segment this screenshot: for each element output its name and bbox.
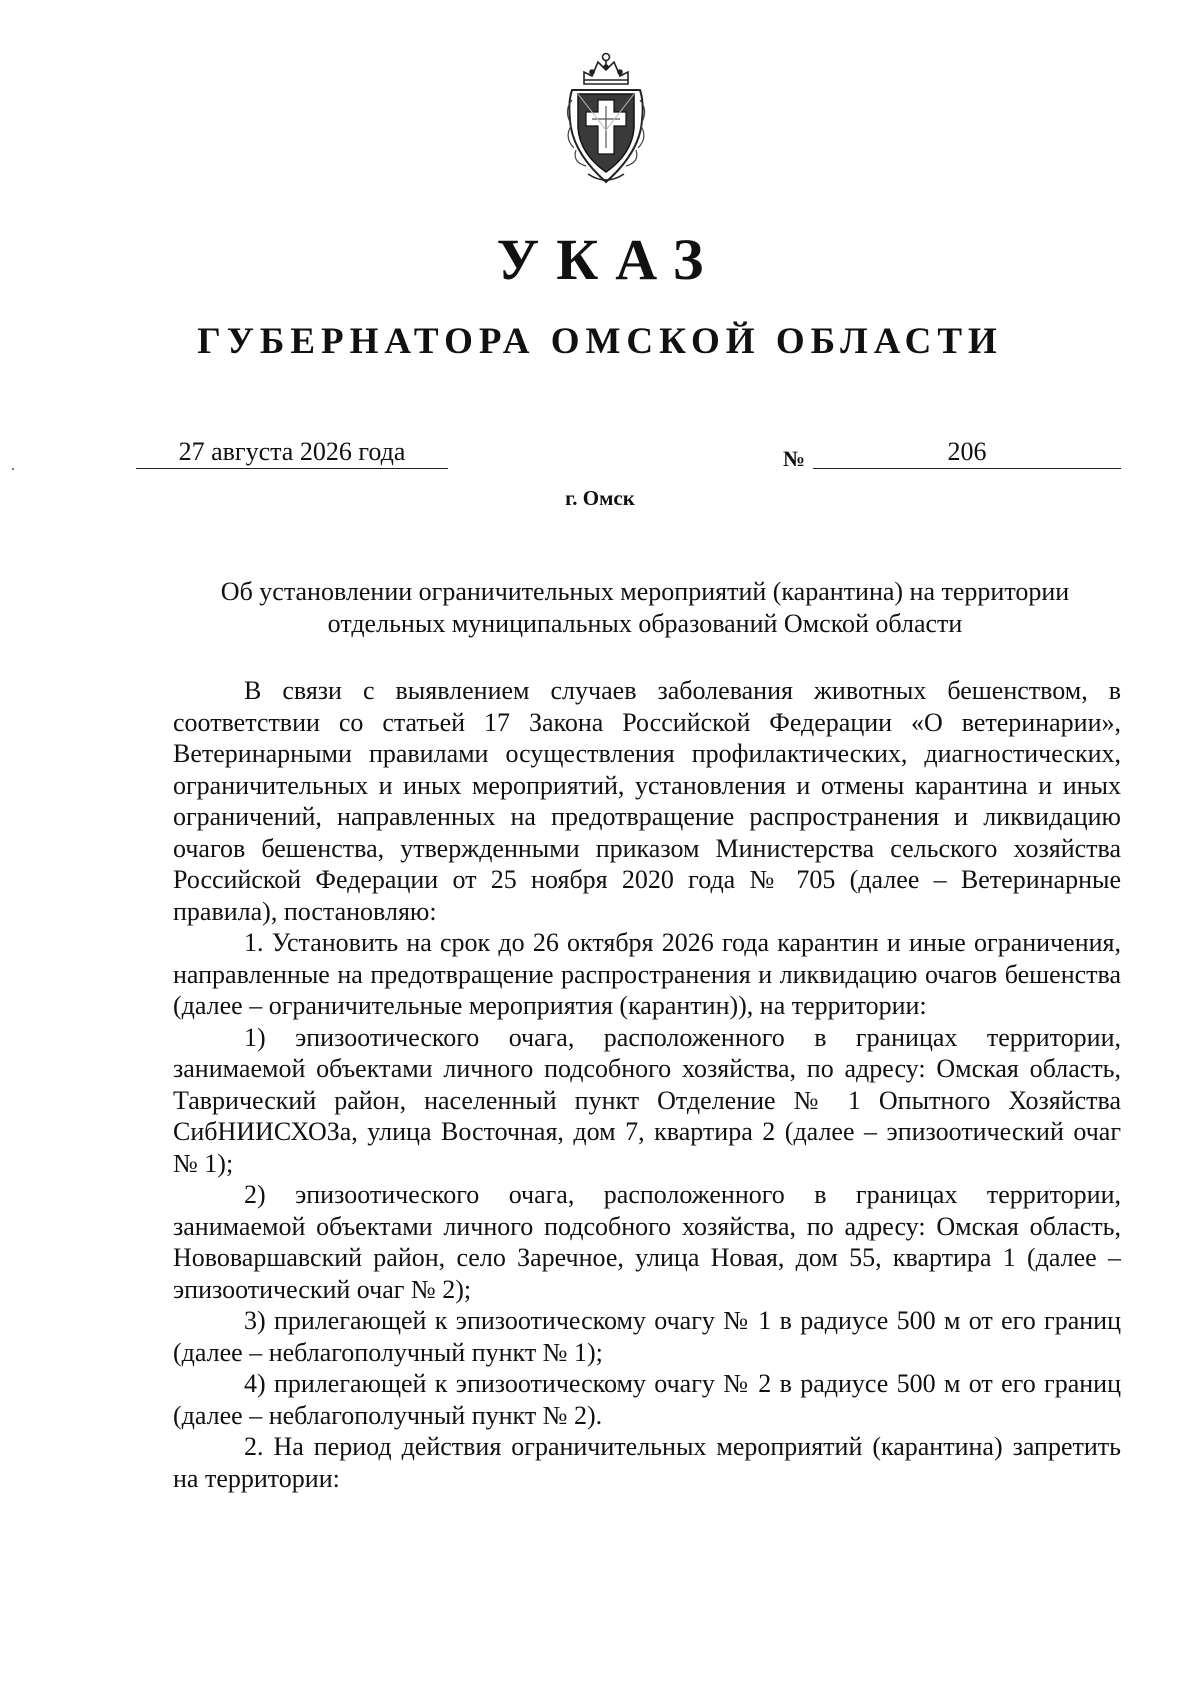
body-paragraph: 2) эпизоотического очага, расположенного в границах территории, занимаемой объектами личного подсобного хозяйства, по адресу: Омская область, Нововаршавский район, село Заречное, улица Новая, дом 55, квартира 1 (далее – эпизоотический очаг № 2); xyxy=(173,1180,1121,1304)
body-paragraph: В связи с выявлением случаев заболевания животных бешенством, в соответствии со статьей 17 Закона Российской Федерации «О ветеринарии», Ветеринарными правилами осуществления профилактических, диагностических, ограничительных и иных мероприятий, установления и отмены карантина и иных ограничений, направленных на предотвращение распространения и ликвидацию очагов бешенства, утвержденными приказом Министерства сельского хозяйства Российской Федерации от 25 ноября 2020 года № 705 (далее – Ветеринарные правила), постановляю: xyxy=(173,676,1121,926)
body-paragraph: 2. На период действия ограничительных мероприятий (карантина) запретить на территории: xyxy=(173,1432,1121,1493)
scan-artifact xyxy=(12,468,14,470)
number-sign: № xyxy=(783,446,806,471)
document-subtitle: ГУБЕРНАТОРА ОМСКОЙ ОБЛАСТИ xyxy=(197,321,1003,362)
document-title: УКАЗ xyxy=(496,227,721,292)
body-paragraph: 1. Установить на срок до 26 октября 2026 года карантин и иные ограничения, направленные на предотвращение распространения и ликвидацию очагов бешенства (далее – ограничительные мероприятия (карантин)), на территории: xyxy=(173,928,1121,1020)
document-number: 206 xyxy=(813,437,1121,469)
document-body xyxy=(173,675,1121,1494)
document-heading: Об установлении ограничительных мероприятий (карантина) на территории отдельных муниципальных образований Омской области xyxy=(220,577,1070,638)
coat-of-arms-icon xyxy=(558,50,654,192)
document-city: г. Омск xyxy=(565,486,635,510)
body-paragraph: 1) эпизоотического очага, расположенного в границах территории, занимаемой объектами личного подсобного хозяйства, по адресу: Омская область, Таврический район, населенный пункт Отделение № 1 Опытного Хозяйства СибНИИСХОЗа, улица Восточная, дом 7, квартира 2 (далее – эпизоотический очаг № 1); xyxy=(173,1022,1121,1178)
body-paragraph: 4) прилегающей к эпизоотическому очагу № 2 в радиусе 500 м от его границ (далее – неблагополучный пункт № 2). xyxy=(173,1369,1121,1430)
document-date: 27 августа 2026 года xyxy=(136,437,448,469)
body-paragraph: 3) прилегающей к эпизоотическому очагу № 1 в радиусе 500 м от его границ (далее – неблагополучный пункт № 1); xyxy=(173,1306,1121,1367)
